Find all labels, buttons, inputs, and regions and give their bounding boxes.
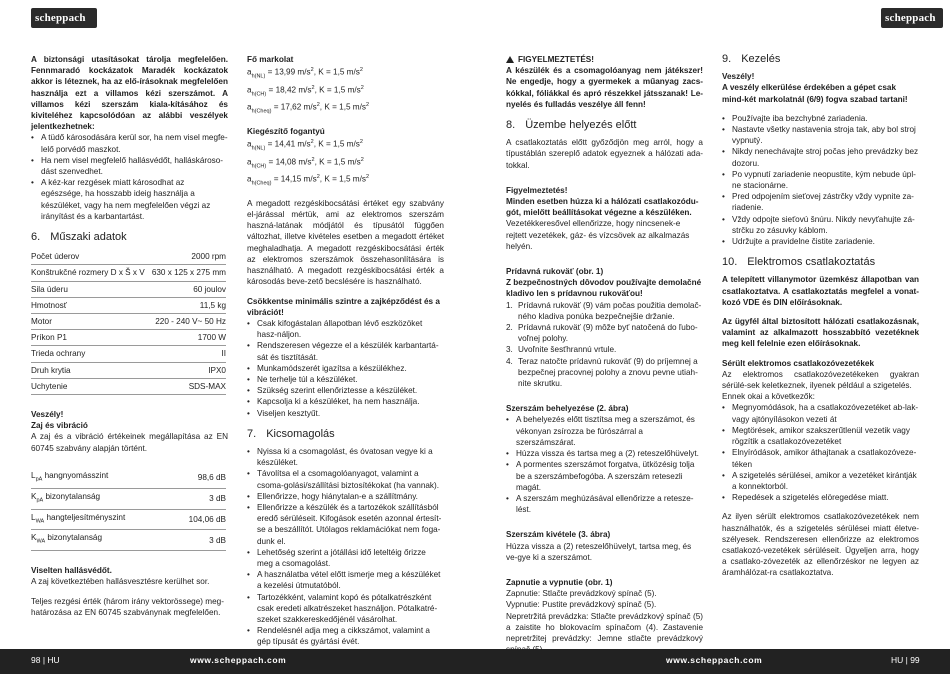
exponent: 2 [365, 174, 370, 181]
vibration-value [247, 155, 444, 173]
table-row [31, 530, 226, 551]
list-item: • Po vypnutí zariadenie neopustite, kým nebude úpl-ne stacionárne. [722, 169, 919, 191]
switch-title: Zapnutie a vypnutie (obr. 1) [506, 577, 613, 587]
table-row [31, 488, 226, 509]
main-handle-title: Fő markolat [247, 55, 294, 64]
warning2-bold: Minden esetben húzza ki a hálózati csatlakozódu-gót, mielőtt beállításokat végezne a készüléken. [506, 197, 699, 218]
noise-value: 3 dB [171, 488, 226, 509]
list-item: • Ha nem visel megfelelő hallásvédőt, halláskároso-dást szenvedhet. [31, 155, 228, 177]
exponent: 2 [360, 156, 364, 163]
spec-value: IPX0 [149, 362, 226, 378]
noise-subscript: WA [35, 518, 45, 525]
list-item: • Tartozékként, valamint kopó és pótalkatrészként csak eredeti alkatrészeket használjon. Pótalkatré-szeket szakkereskedőjénél vásárolhat. [247, 592, 444, 626]
uncertainty: , K = 1,5 m/s [319, 103, 366, 113]
switch-line: Vypnutie: Pustite prevádzkový spínač (5). [506, 600, 657, 610]
spec-value: 630 x 125 x 275 mm [149, 265, 226, 281]
aux-handle-bold: Z bezpečnostných dôvodov používajte demolačné kladivo len s prídavnou rukoväťou! [506, 278, 702, 299]
step-text: Prídavná rukoväť (9) môže byť natočená do ľubo-voľnej polohy. [518, 323, 698, 344]
step-number: 2. [506, 323, 513, 333]
list-item: • Viseljen kesztyűt. [247, 408, 444, 419]
page-number-right: HU | 99 [891, 655, 920, 665]
vibration-subscript: h(CH) [251, 91, 267, 98]
aux-handle-title: Prídavná rukoväť (obr. 1) [506, 267, 604, 277]
insert-title: Szerszám behelyezése (2. ábra) [506, 404, 629, 414]
spec-value: 220 - 240 V~ 50 Hz [149, 314, 226, 330]
symbol-a: a [247, 157, 252, 167]
list-item: • Pred odpojením sieťovej zástrčky vždy vypnite za-riadenie. [722, 191, 919, 213]
list-item: • Repedések a szigetelés elöregedése miatt. [722, 492, 919, 503]
list-item: • Megnyomódások, ha a csatlakozóvezetéket ab-lak- vagy ajtónyílásokon vezeti át [722, 402, 919, 424]
footer-url-left[interactable]: www.scheppach.com [190, 655, 287, 665]
operation-list [722, 113, 919, 247]
noise-value: 98,6 dB [171, 468, 226, 488]
brand-logo-left: scheppach [31, 8, 97, 28]
table-row [31, 362, 226, 378]
warning-icon [506, 56, 514, 63]
danger-title: Veszély! [31, 410, 64, 420]
aux-steps [506, 300, 703, 390]
list-item: • Nastavte všetky nastavenia stroja tak, aby bol stroj vypnutý. [722, 124, 919, 146]
noise-name: hangnyomásszint [42, 470, 109, 480]
vibration-value [247, 100, 444, 118]
step-text: Uvoľnite šesťhrannú vrtule. [518, 345, 617, 355]
remove-text: Húzza vissza a (2) reteszelőhüvelyt, tartsa meg, és ve-gye ki a szerszámot. [506, 541, 692, 562]
header-bar [0, 0, 950, 36]
noise-subscript: WA [36, 539, 46, 546]
list-item: • Nyissa ki a csomagolást, és óvatosan vegye ki a készüléket. [247, 446, 444, 468]
table-row [31, 314, 226, 330]
spec-label: Počet úderov [31, 249, 149, 265]
list-item: • Udržujte a pravidelne čistite zariadenie. [722, 236, 919, 247]
step-number: 4. [506, 356, 513, 366]
exponent: 2 [359, 67, 363, 74]
symbol-a: a [247, 85, 252, 95]
list-item: • A tüdő károsodására kerül sor, ha nem visel megfe-lelő porvédő maszkot. [31, 132, 228, 154]
step-text: Prídavná rukoväť (9) vám počas použitia demolač-ného kladiva ponúka bezpečnejšie držanie. [518, 300, 702, 321]
list-item: • A kéz-kar rezgések miatt károsodhat az egészsége, ha hosszabb ideig használja a készüléket, vagy ha nem megfelelően végzi az irányítást és a karbantartást. [31, 177, 228, 222]
vibration-value [247, 65, 444, 83]
list-item: • Húzza vissza és tartsa meg a (2) reteszelőhüvelyt. [506, 448, 703, 459]
spec-label: Trieda ochrany [31, 346, 149, 362]
noise-name: bizonytalanság [43, 491, 101, 501]
table-row [31, 265, 226, 281]
exponent: 2 [316, 102, 320, 109]
vibration-number: = 14,08 m/s [266, 157, 312, 167]
vibration-subscript: h(NL) [251, 145, 266, 152]
unpack-list [247, 446, 444, 648]
hearing-text: A zaj következtében hallásvesztésre kerülhet sor. [31, 577, 210, 587]
vibration-value [247, 83, 444, 101]
warning-title: FIGYELMEZTETÉS! [506, 54, 703, 65]
exponent: 2 [311, 84, 315, 91]
spec-value: 2000 rpm [149, 249, 226, 265]
risk-list [31, 132, 228, 222]
table-row [31, 249, 226, 265]
uncertainty: , K = 1,5 m/s [314, 157, 361, 167]
exponent: 2 [310, 139, 314, 146]
spec-value: II [149, 346, 226, 362]
spec-label: Hmotnosť [31, 297, 149, 313]
reduce-list [247, 318, 444, 419]
vibration-value [247, 137, 444, 155]
column-1 [31, 54, 228, 618]
noise-symbol: K [31, 491, 37, 501]
uncertainty: , K = 1,5 m/s [319, 175, 366, 185]
list-item: • Kapcsolja ki a készüléket, ha nem használja. [247, 396, 444, 407]
section-heading: 6. Műszaki adatok [31, 231, 127, 244]
noise-label [31, 530, 171, 551]
list-item: • Ellenőrizze a készülék és a tartozékok szállításból eredő sérüléseit. Kifogások esetén azonnal értesít-se a beszállítót. Utólagos reklamációkat nem foga-dunk el. [247, 502, 444, 547]
list-item: • Elnyíródások, amikor áthajtanak a csatlakozóveze-téken [722, 447, 919, 469]
noise-subscript: pA [36, 497, 44, 504]
warning2-title: Figyelmeztetés! [506, 185, 568, 195]
switch-line: Zapnutie: Stlačte prevádzkový spínač (5). [506, 589, 657, 599]
damaged-text: Az elektromos csatlakozóvezetékeken gyakran sérülé-sek keletkeznek, ilyenek például a szigetelés. [722, 369, 919, 391]
damaged-title: Sérült elektromos csatlakozóvezetékek [722, 358, 874, 368]
continuous-text: Nepretržitá prevádzka: Stlačte prevádzkový spínač (5) a zaistite ho blokovacím spínačom (4). Zastavenie nepretržitej prevádzky: Jemne stlačte prevádzkový [506, 611, 703, 643]
damage-list [722, 402, 919, 503]
noise-symbol: L [31, 512, 36, 522]
step-number: 3. [506, 345, 513, 355]
section-heading: 9. Kezelés [722, 53, 781, 65]
list-item: • A pormentes szerszámot forgatva, ütközésig tolja be a szerszámbefogóba. A szerszám retesezli magát. [506, 459, 703, 493]
spec-value: 1700 W [149, 330, 226, 346]
table-row [31, 509, 226, 530]
list-item: • Ellenőrizze, hogy hiánytalan-e a szállítmány. [247, 491, 444, 502]
hearing-title: Viselten hallásvédőt. [31, 566, 112, 576]
noise-subscript: pA [35, 476, 43, 483]
section-heading: 8. Üzembe helyezés előtt [506, 119, 637, 132]
step-number: 1. [506, 300, 513, 310]
table-row [31, 346, 226, 362]
table-row [31, 330, 226, 346]
spec-value: 60 joulov [149, 281, 226, 297]
list-item: • A használatba vétel előtt ismerje meg a készüléket a kezelési útmutatóból. [247, 569, 444, 591]
spec-label: Sila úderu [31, 281, 149, 297]
exponent: 2 [365, 102, 370, 109]
table-row [31, 281, 226, 297]
noise-label [31, 468, 171, 488]
vibration-subscript: h(Cheq) [251, 180, 272, 187]
vibration-number: = 18,42 m/s [266, 85, 312, 95]
column-2 [247, 54, 444, 648]
list-item: • Munkamódszerét igazítsa a készülékhez. [247, 363, 444, 374]
aux-handle-title: Kiegészítő fogantyú [247, 126, 325, 136]
final-text: Az ilyen sérült elektromos csatlakozóvezetékek nem használhatók, és a szigetelés sérülései miatt életve-szélyesek. Rendszeresen ellenőrizze az elektromos csatlakozó-vezetékek sérüléseit. Ügyeljen arra, hogy a csatlako-zóvezeték az ellenőrzéskor ne legyen az áramhálózat-ra csatlakoztatva. [722, 512, 919, 578]
footer-bar [0, 649, 950, 674]
list-item: • Szükség szerint ellenőriztesse a készüléket. [247, 385, 444, 396]
warning-text: A készülék és a csomagolóanyag nem játékszer! Ne engedje, hogy a gyermekek a műanyag zacs-kókkal, fóliákkal és apró részekkel játsszanak! Le-nyelés és fulladás veszélye áll fenn! [506, 66, 703, 109]
exponent: 2 [311, 156, 315, 163]
exponent: 2 [359, 139, 363, 146]
list-item: • A szerszám meghúzásával ellenőrizze a retesze-lést. [506, 493, 703, 515]
section-heading: 7. Kicsomagolás [247, 427, 335, 440]
remove-title: Szerszám kivétele (3. ábra) [506, 530, 611, 540]
uncertainty: , K = 1,5 m/s [314, 85, 361, 95]
vibration-number: = 13,99 m/s [265, 67, 311, 77]
exponent: 2 [310, 67, 314, 74]
damaged-text-2: Ennek okai a következők: [722, 392, 815, 402]
table-row [31, 468, 226, 488]
list-item: • Nikdy nenechávajte stroj počas jeho prevádzky bez dozoru. [722, 146, 919, 168]
vibration-number: = 14,15 m/s [271, 175, 317, 185]
vibration-paragraph: A megadott rezgéskibocsátási értéket egy szabvány el-járással mértük, ami az elektromos szerszám haszná-latának módjától és típusától függően változhat, illetve kivételes esetben a megadott értéket meghaladhatja. A megadott rezgéskibocsátási érték az elektromos szerszámok összehasonlítására is használható. A megadott rezgéskibocsátási érték a károsodás beve-zető becslésére is használható. [247, 198, 444, 287]
reduce-title: Csökkentse minimális szintre a zajképződést és a vibrációt! [247, 296, 440, 317]
page-number-left: 98 | HU [31, 655, 60, 665]
exponent: 2 [316, 174, 320, 181]
column-3 [506, 54, 703, 655]
noise-name: hangteljesítményszint [44, 512, 126, 522]
spec-value: 11,5 kg [149, 297, 226, 313]
noise-text: A zaj és a vibráció értékeinek megállapítása az EN 60745 szabvány alapján történt. [31, 432, 228, 453]
danger-text: A veszély elkerülése érdekében a gépet csak mind-két markolatnál (6/9) fogva szabad tartani! [722, 83, 908, 104]
spec-label: Motor [31, 314, 149, 330]
warning2-text: Vezetékkeresővel ellenőrizze, hogy nincsenek-e rejtett vezetékek, gáz- és vízcsövek az alkalmazás helyén. [506, 219, 690, 251]
list-item: • Csak kifogástalan állapotban lévő eszközöket hasz-náljon. [247, 318, 444, 340]
vibration-value [247, 172, 444, 190]
spec-label: Príkon P1 [31, 330, 149, 346]
exponent: 2 [360, 84, 364, 91]
spec-label: Uchytenie [31, 378, 149, 394]
noise-symbol: L [31, 470, 36, 480]
vibration-number: = 14,41 m/s [265, 139, 311, 149]
noise-value: 3 dB [171, 530, 226, 551]
footer-url-right[interactable]: www.scheppach.com [666, 655, 763, 665]
uncertainty: , K = 1,5 m/s [313, 67, 360, 77]
connect-text: A csatlakoztatás előtt győződjön meg arról, hogy a típustáblán szereplő adatok egyeznek a hálózati ada-tokkal. [506, 138, 703, 170]
list-item: • Megtörések, amikor szakszerűtlenül vezetik vagy rögzítik a csatlakozóvezetéket [722, 425, 919, 447]
spec-value: SDS-MAX [149, 378, 226, 394]
vibration-subscript: h(Cheq) [251, 108, 272, 115]
insert-list [506, 414, 703, 515]
spec-label: Druh krytia [31, 362, 149, 378]
symbol-a: a [247, 67, 252, 77]
list-item: • Lehetőség szerint a jótállási idő leteltéig őrizze meg a csomagolást. [247, 547, 444, 569]
spec-table [31, 249, 226, 395]
table-row [31, 378, 226, 394]
table-row [31, 297, 226, 313]
noise-symbol: K [31, 533, 37, 543]
symbol-a: a [247, 175, 252, 185]
aux-handle-values [247, 137, 444, 190]
noise-label [31, 509, 171, 530]
safety-intro: A biztonsági utasításokat tárolja megfelelően. Fennmaradó kockázatok Maradék kockázatok akkor is léteznek, ha az elő-írásoknak megfelelően használja ezt a villamos kézi szerszámot. A villamos kézi szerszám kiala-kításához és kiviteléhez kapcsolódóan az alábbi veszélyek jelentkezhetnek: [31, 55, 228, 132]
uncertainty: , K = 1,5 m/s [313, 139, 360, 149]
vibration-subscript: h(CH) [251, 163, 267, 170]
brand-logo-right: scheppach [881, 8, 943, 28]
vibration-subscript: h(NL) [251, 73, 266, 80]
electric-text-2: Az ügyfél által biztosított hálózati csatlakozásnak, valamint az alkalmazott hosszabbító vezetéknek meg kell felelnie ezen előírásoknak. [722, 317, 919, 349]
electric-text-1: A telepített villanymotor üzemkész állapotban van csatlakoztatva. A csatlakoztatás megfelel a vonat-kozó VDE és DIN előírásoknak. [722, 275, 919, 307]
list-item: • Vždy odpojte sieťovú šnúru. Nikdy nevyťahujte zá-strčku zo zásuvky káblom. [722, 214, 919, 236]
list-item [506, 344, 703, 355]
vibration-number: = 17,62 m/s [271, 103, 317, 113]
noise-value: 104,06 dB [171, 509, 226, 530]
main-handle-values [247, 65, 444, 118]
section-heading: 10. Elektromos csatlakoztatás [722, 256, 876, 269]
noise-table [31, 468, 226, 551]
symbol-a: a [247, 103, 252, 113]
noise-title: Zaj és vibráció [31, 421, 88, 431]
noise-label [31, 488, 171, 509]
vibration-text: Teljes rezgési érték (három irány vektorössege) meg-határozása az EN 60745 szabványnak megfelelően. [31, 596, 224, 617]
column-4 [722, 54, 919, 579]
noise-name: bizonytalanság [45, 533, 103, 543]
danger-title: Veszély! [722, 72, 755, 82]
list-item [506, 322, 703, 344]
spec-label: Konštrukčné rozmery D x Š x V [31, 265, 149, 281]
list-item: • Rendszeresen végezze el a készülék karbantartá-sát és tisztítását. [247, 340, 444, 362]
list-item: • A behelyezés előtt tisztítsa meg a szerszámot, és vékonyan zsírozza be fúrószárral a szerszámszárat. [506, 414, 703, 448]
list-item [506, 356, 703, 390]
list-item [506, 300, 703, 322]
list-item: • Távolítsa el a csomagolóanyagot, valamint a csoma-golási/szállítási biztosítékokat (ha vannak). [247, 468, 444, 490]
list-item: • Používajte iba bezchybné zariadenia. [722, 113, 919, 124]
list-item: • A szigetelés sérülései, amikor a vezetéket kirántják a konnektorból. [722, 470, 919, 492]
step-text: Teraz natočte prídavnú rukoväť (9) do príjemnej a bezpečnej pracovnej polohy a znovu pevne utiah-nite skrutku. [518, 356, 698, 389]
list-item: • Rendelésnél adja meg a cikkszámot, valamint a gép típusát és gyártási évét. [247, 625, 444, 647]
symbol-a: a [247, 139, 252, 149]
list-item: • Ne terhelje túl a készüléket. [247, 374, 444, 385]
